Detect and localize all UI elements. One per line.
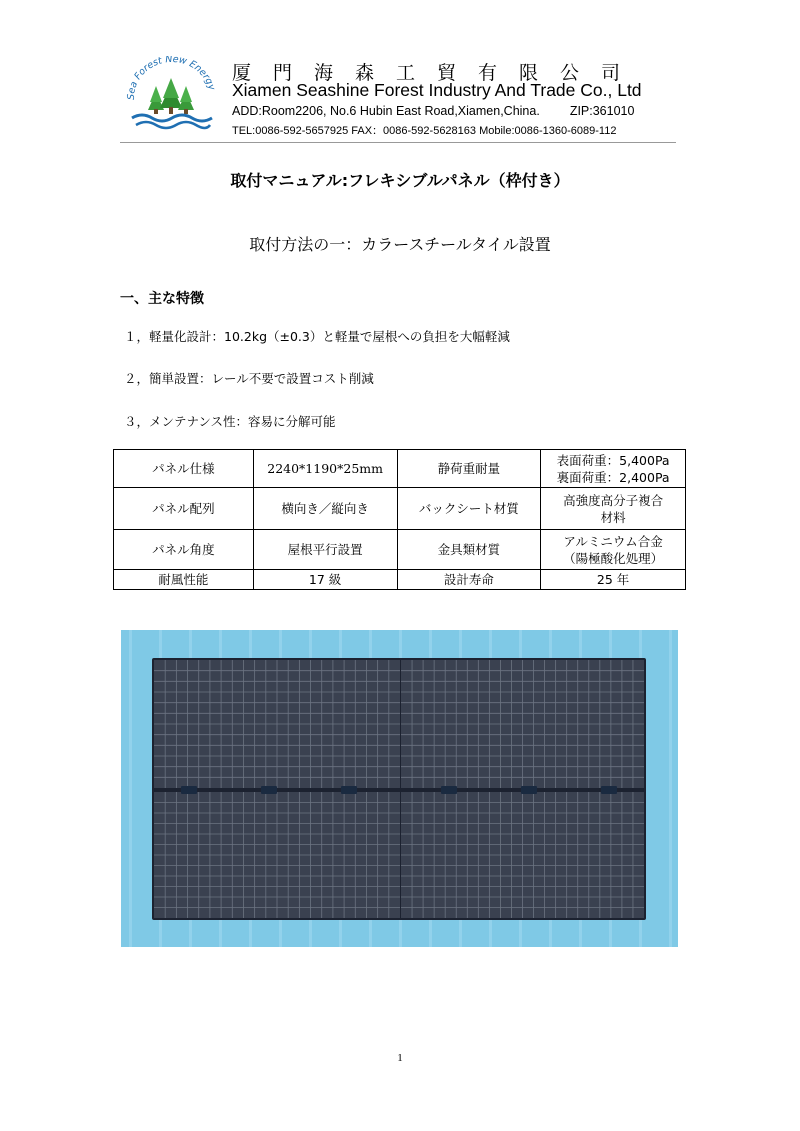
installation-photo: [121, 630, 678, 947]
table-row: [114, 450, 686, 488]
spec-value: 横向き／縦向き: [253, 488, 397, 530]
spec-label: パネル仕様: [114, 450, 254, 488]
company-address: [232, 104, 634, 118]
company-name-en: Xiamen Seashine Forest Industry And Trade Co., Ltd: [232, 80, 642, 100]
mounting-clamp: [181, 786, 197, 794]
logo-graphic: [126, 56, 216, 136]
address-text: ADD:Room2206, No.6 Hubin East Road,Xiamen,China.: [232, 104, 540, 118]
spec-value-line: （陽極酸化処理）: [563, 550, 664, 566]
spec-value: [541, 530, 686, 570]
spec-value: 屋根平行設置: [253, 530, 397, 570]
spec-label: パネル配列: [114, 488, 254, 530]
roof-rib: [129, 630, 132, 947]
spec-label: 耐風性能: [114, 570, 254, 590]
page-number: 1: [397, 1052, 403, 1064]
section-heading: 一、主な特徴: [120, 291, 204, 307]
spec-label: 設計寿命: [397, 570, 541, 590]
zip-code: ZIP:361010: [569, 104, 635, 118]
document-subtitle: 取付方法の一：カラースチールタイル設置: [249, 235, 551, 254]
mounting-clamp: [261, 786, 277, 794]
spec-value: 2240*1190*25mm: [253, 450, 397, 488]
spec-value: 17 級: [253, 570, 397, 590]
mounting-clamp: [521, 786, 537, 794]
spec-label: 静荷重耐量: [397, 450, 541, 488]
company-contact: TEL:0086-592-5657925 FAX：0086-592-5628163 Mobile:0086-1360-6089-112: [232, 125, 617, 137]
table-row: [114, 570, 686, 590]
spec-value: 25 年: [541, 570, 686, 590]
mounting-clamp: [341, 786, 357, 794]
spec-value-line: 材料: [600, 509, 626, 525]
header-divider: [120, 142, 676, 143]
spec-value-line: 高強度高分子複合: [563, 492, 664, 508]
feature-item: １，軽量化設計：10.2kg（±0.3）と軽量で屋根への負担を大幅軽減: [124, 329, 510, 344]
spec-value: [541, 488, 686, 530]
spec-label: パネル角度: [114, 530, 254, 570]
spec-value: [541, 450, 686, 488]
spec-label: バックシート材質: [397, 488, 541, 530]
spec-value-line: 表面荷重：5,400Pa: [556, 452, 670, 468]
mounting-clamp: [441, 786, 457, 794]
table-row: [114, 530, 686, 570]
spec-table: [113, 449, 686, 590]
spec-label: 金具類材質: [397, 530, 541, 570]
feature-item: ２，簡単設置：レール不要で設置コスト削減: [124, 371, 374, 386]
table-row: [114, 488, 686, 530]
spec-value-line: 裏面荷重：2,400Pa: [556, 469, 670, 485]
feature-item: ３，メンテナンス性：容易に分解可能: [124, 414, 336, 429]
document-title: 取付マニュアル:フレキシブルパネル（枠付き）: [230, 171, 570, 190]
company-name-cn: 厦門海森工貿有限公司: [232, 62, 643, 84]
roof-rib: [669, 630, 672, 947]
mounting-clamp: [601, 786, 617, 794]
logo-text: Sea Forest New Energy: [126, 56, 216, 101]
company-logo: [126, 56, 216, 136]
solar-panel-illustration: [121, 630, 678, 947]
spec-value-line: アルミニウム合金: [563, 533, 663, 549]
